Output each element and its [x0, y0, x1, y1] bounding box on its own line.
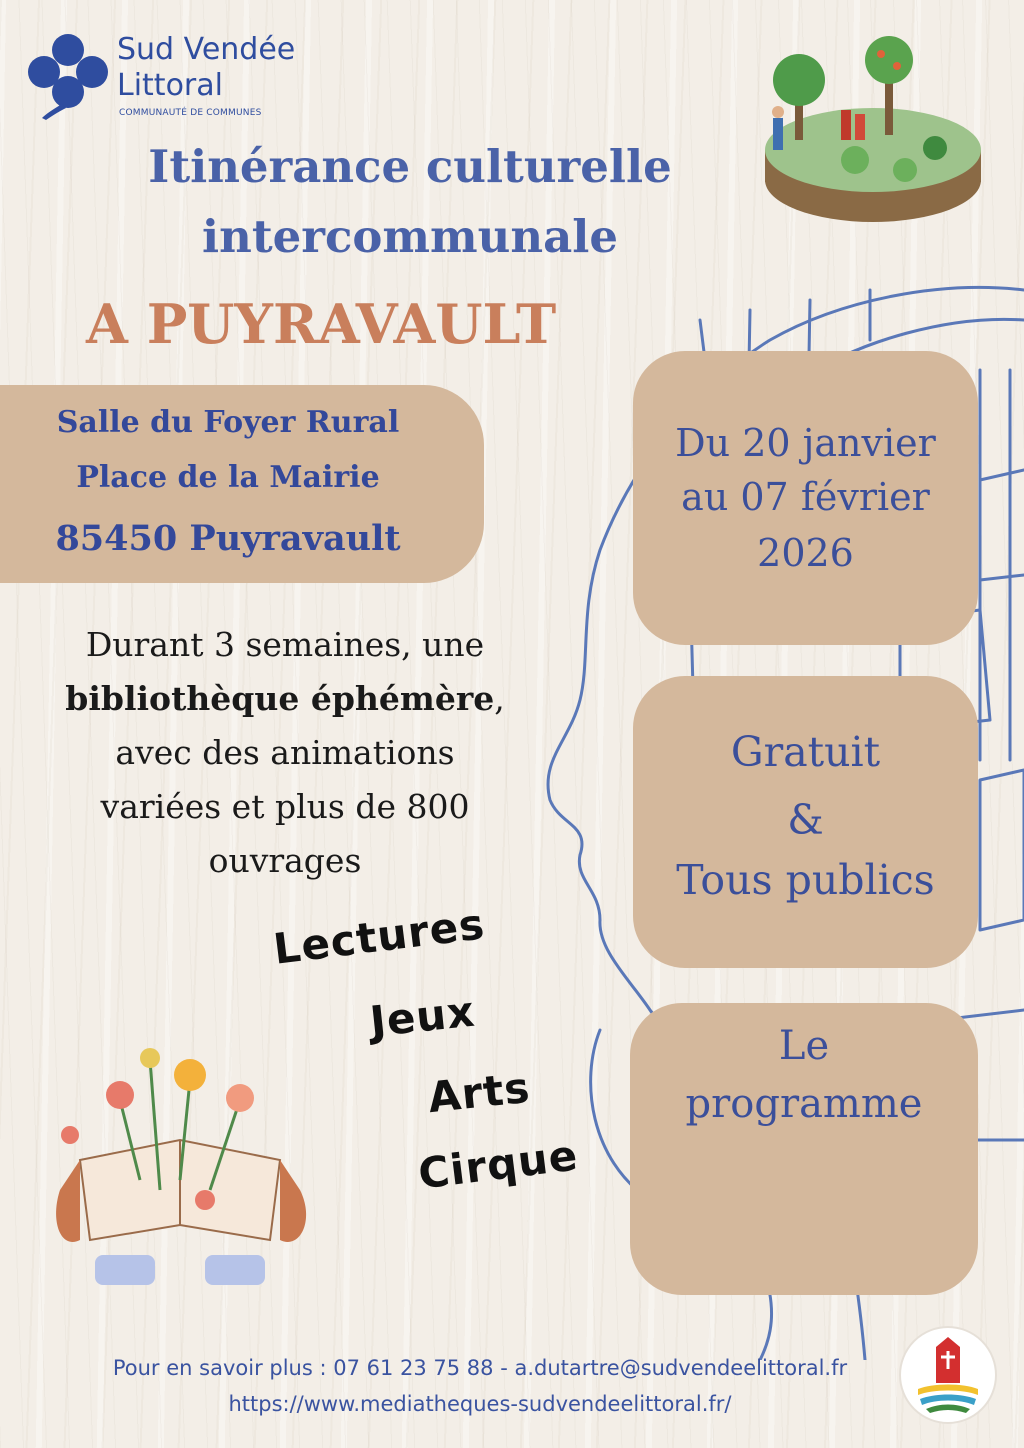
activity-jeux: Jeux [367, 986, 478, 1047]
description-line3: avec des animations [115, 733, 455, 772]
pricing-line2: & [787, 796, 824, 844]
logo [22, 30, 322, 120]
page-title [60, 132, 760, 272]
address-line1: Salle du Foyer Rural [56, 405, 400, 440]
address-line3: 85450 Puyravault [55, 518, 401, 559]
footer-contact[interactable]: Pour en savoir plus : 07 61 23 75 88 - a.dutartre@sudvendeelittoral.fr [112, 1356, 848, 1380]
description-line1: Durant 3 semaines, une [85, 625, 485, 664]
description-line2 [40, 672, 530, 726]
description-line4: variées et plus de 800 [100, 787, 470, 826]
logo-tagline: COMMUNAUTÉ DE COMMUNES [119, 108, 262, 118]
footer-url[interactable]: https://www.mediatheques-sudvendeelittoral.fr/ [228, 1392, 732, 1416]
activity-lectures: Lectures [270, 899, 488, 974]
municipal-emblem-icon [898, 1325, 998, 1425]
location-heading: A PUYRAVAULT [86, 292, 557, 356]
title-line2: intercommunale [202, 210, 618, 263]
program-line1: Le [778, 1023, 830, 1069]
description-bold: bibliothèque éphémère [65, 679, 495, 718]
activity-cirque: Cirque [415, 1130, 581, 1199]
dates-line1: Du 20 janvier [675, 421, 936, 465]
description [40, 618, 530, 888]
description-comma: , [494, 679, 505, 718]
logo-name-line2: Littoral [117, 68, 223, 103]
program-line2: programme [685, 1081, 923, 1127]
title-line1: Itinérance culturelle [148, 140, 672, 193]
pricing-line3: Tous publics [676, 856, 935, 904]
garden-illustration [755, 30, 985, 240]
pricing-line1: Gratuit [730, 728, 881, 776]
clover-logo-icon [22, 30, 114, 120]
pricing-card [633, 676, 978, 968]
book-flowers-illustration [40, 1040, 320, 1310]
dates-line2: au 07 février [681, 475, 930, 519]
logo-name-line1: Sud Vendée [117, 32, 296, 67]
dates-line3: 2026 [757, 531, 854, 575]
description-line5: ouvrages [208, 841, 362, 880]
activity-arts: Arts [425, 1062, 533, 1123]
dates-card [633, 351, 978, 645]
program-card[interactable] [630, 1003, 978, 1295]
address-line2: Place de la Mairie [76, 460, 380, 495]
